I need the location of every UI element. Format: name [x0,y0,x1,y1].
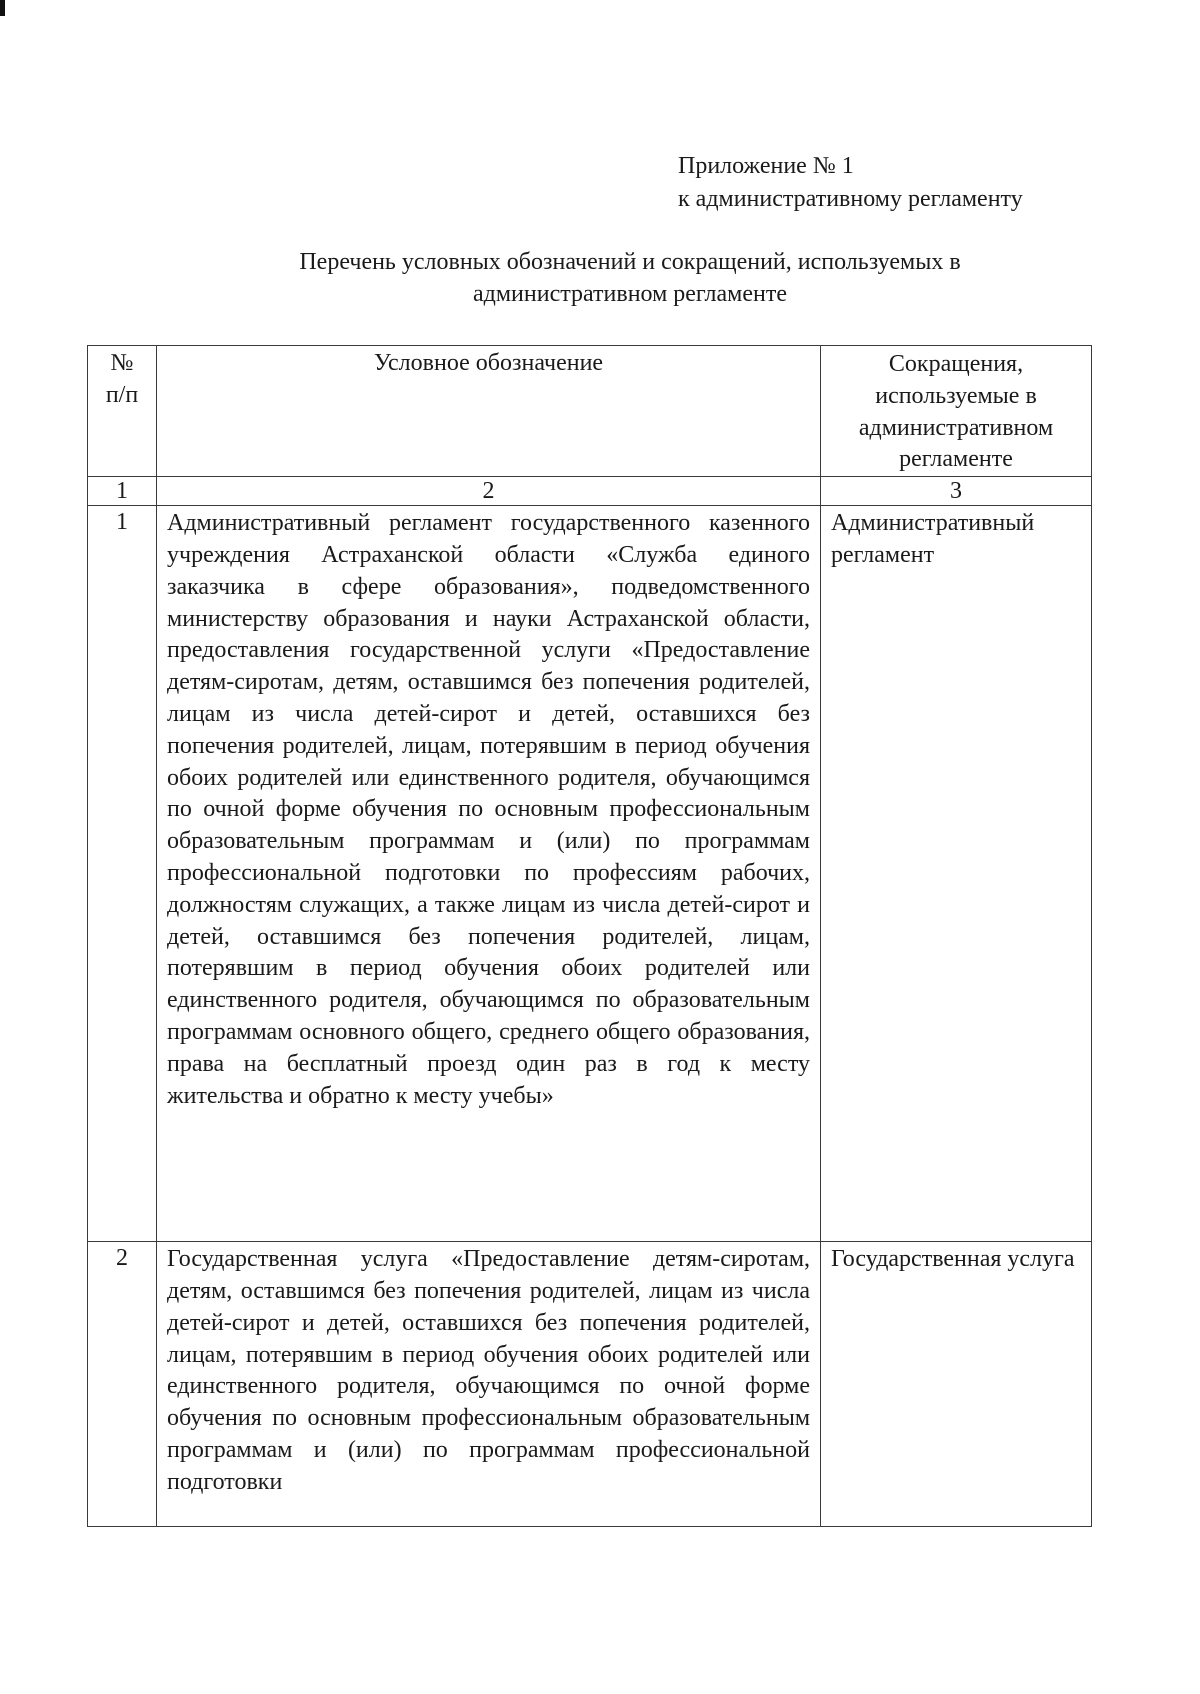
column-number-row [88,477,1092,506]
header-number-line-2: п/п [105,381,139,408]
header-number-line-1: № [110,350,134,376]
row-abbreviation: Административный регламент [821,506,1092,1242]
row-number: 1 [88,506,157,1242]
header-abbreviation-line-1: Сокращения, [888,351,1024,377]
header-abbreviation-line-2: используемые в [875,382,1037,409]
row-term: Административный регламент государственного казенного учреждения Астраханской области «Служба единого заказчика в сфере образования», подведомственного министерству образования и науки Астраханской области, предоставления государственной услуги «Предоставление детям-сиротам, детям, оставшимся без попечения родителей, лицам из числа детей-сирот и детей, оставшихся без попечения родителей, лицам, потерявшим в период обучения обоих родителей или единственного родителя, обучающимся по очной форме обучения по основным профессиональным образовательным программам и (или) по программам профессиональной подготовки по профессиям рабочих, должностям служащих, а также лицам из числа детей-сирот и детей, оставшимся без попечения родителей, лицам, потерявшим в период обучения обоих родителей или единственного родителя, обучающимся по образовательным программам основного общего, среднего общего образования, права на бесплатный проезд один раз в год к месту жительства и обратно к месту учебы» [157,506,821,1242]
table-row [88,506,1092,1242]
appendix-number: Приложение № 1 [678,153,854,179]
header-abbreviation-cell [821,346,1092,477]
document-title-line-2: административном регламенте [472,281,787,307]
document-title [200,246,1060,310]
scan-corner-mark [0,0,5,16]
column-number-2: 2 [157,477,821,506]
row-abbreviation: Государственная услуга [821,1242,1092,1527]
column-number-3: 3 [821,477,1092,506]
header-abbreviation-line-3: административном [858,414,1054,441]
document-title-line-1: Перечень условных обозначений и сокращений, используемых в [299,249,961,275]
abbreviations-table [87,345,1092,1527]
row-term: Государственная услуга «Предоставление детям-сиротам, детям, оставшимся без попечения родителей, лицам из числа детей-сирот и детей, оставшихся без попечения родителей, лицам, потерявшим в период обучения обоих родителей или единственного родителя, обучающимся по очной форме обучения по основным профессиональным образовательным программам и (или) по программам профессиональной подготовки [157,1242,821,1527]
appendix-reference: к административному регламенту [678,186,1023,212]
header-abbreviation-line-4: регламенте [899,446,1013,473]
header-term-label: Условное обозначение [373,350,604,376]
header-number-cell [88,346,157,477]
row-number: 2 [88,1242,157,1527]
table-row [88,1242,1092,1527]
column-number-1: 1 [88,477,157,506]
header-term-cell [157,346,821,477]
table-header-row [88,346,1092,477]
appendix-header [678,150,1023,216]
